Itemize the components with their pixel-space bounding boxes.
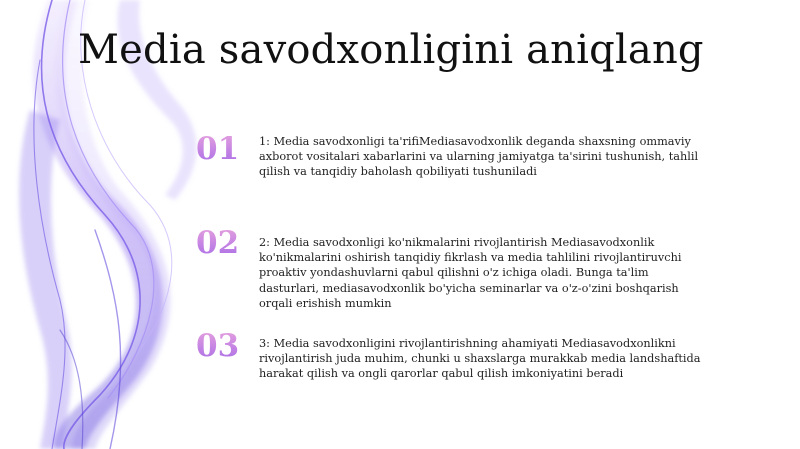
item-number: 01 — [196, 132, 256, 166]
item-number: 02 — [196, 226, 256, 260]
item-number: 03 — [196, 329, 256, 363]
item-text: 3: Media savodxonligini rivojlantirishning ahamiyati Mediasavodxonlikni rivojlantirish juda muhim, chunki u shaxslarga murakkab media landshaftida harakat qilish va ongli qarorlar qabul qilish imkoniyatini beradi — [259, 337, 701, 381]
item-text: 2: Media savodxonligi ko'nikmalarini rivojlantirish Mediasavodxonlik ko'nikmalarini oshirish tanqidiy fikrlash va media tahlilini rivojlantiruvchi proaktiv yondashuvlarni qabul qilishni o'z ichiga oladi. Bunga ta'lim dasturlari, mediasavodxonlik bo'yicha seminarlar va o'z-o'zini boshqarish orqali erishish mumkin — [259, 236, 682, 310]
slide-title: Media savodxonligini aniqlang — [78, 27, 704, 73]
item-text: 1: Media savodxonligi ta'rifiMediasavodxonlik deganda shaxsning ommaviy axborot vositalari xabarlarini va ularning jamiyatga ta'sirini tushunish, tahlil qilish va tanqidiy baholash qobiliyati tushuniladi — [259, 135, 699, 179]
